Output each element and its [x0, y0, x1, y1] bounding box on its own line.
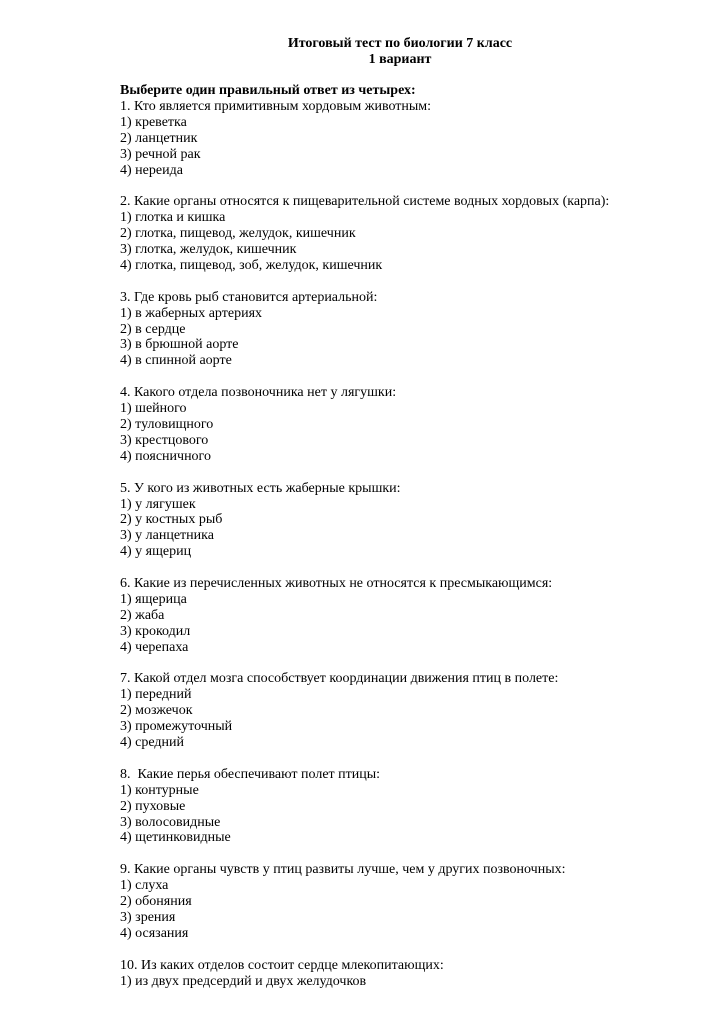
- instruction-text: Выберите один правильный ответ из четырех:: [120, 83, 416, 98]
- answer-option: 2) обоняния: [120, 894, 192, 910]
- answer-option: 4) в спинной аорте: [120, 353, 232, 369]
- answer-option: 1) в жаберных артериях: [120, 305, 263, 321]
- answer-option: 1) шейного: [120, 401, 187, 417]
- question-8: [120, 767, 680, 847]
- answer-option: 1) слуха: [120, 878, 169, 894]
- question-4: [120, 385, 680, 465]
- answer-option: 3) промежуточный: [120, 719, 233, 735]
- answer-option: 2) ланцетник: [120, 130, 198, 146]
- answer-option: 4) поясничного: [120, 448, 211, 464]
- answer-option: 4) у ящериц: [120, 544, 192, 560]
- answer-option: 3) крестцового: [120, 432, 209, 448]
- answer-option: 3) крокодил: [120, 623, 191, 639]
- question-10: [120, 958, 680, 990]
- question-text: 1. Кто является примитивным хордовым животным:: [120, 98, 432, 114]
- document-header: [250, 36, 550, 68]
- question-text: 8. Какие перья обеспечивают полет птицы:: [120, 766, 381, 782]
- question-2: [120, 194, 680, 274]
- answer-option: 1) глотка и кишка: [120, 210, 226, 226]
- question-text: 9. Какие органы чувств у птиц развиты лучше, чем у других позвоночных:: [120, 862, 566, 878]
- answer-option: 4) осязания: [120, 925, 189, 941]
- answer-option: 2) в сердце: [120, 321, 186, 337]
- answer-option: 1) креветка: [120, 114, 187, 130]
- answer-option: 4) средний: [120, 735, 185, 751]
- answer-option: 4) глотка, пищевод, зоб, желудок, кишечник: [120, 257, 383, 273]
- answer-option: 2) у костных рыб: [120, 512, 223, 528]
- answer-option: 3) у ланцетника: [120, 528, 214, 544]
- answer-option: 3) зрения: [120, 910, 176, 925]
- answer-option: 4) щетинковидные: [120, 830, 231, 846]
- question-1: [120, 99, 680, 179]
- answer-option: 1) ящерица: [120, 591, 187, 607]
- answer-option: 3) в брюшной аорте: [120, 337, 239, 353]
- answer-option: 2) мозжечок: [120, 703, 193, 719]
- answer-option: 1) контурные: [120, 782, 199, 798]
- question-text: 4. Какого отдела позвоночника нет у лягушки:: [120, 385, 397, 401]
- question-3: [120, 290, 680, 370]
- answer-option: 4) черепаха: [120, 639, 189, 655]
- answer-option: 2) пуховые: [120, 798, 186, 814]
- question-text: 6. Какие из перечисленных животных не относятся к пресмыкающимся:: [120, 576, 553, 592]
- question-9: [120, 862, 680, 942]
- question-5: [120, 481, 680, 561]
- answer-option: 2) глотка, пищевод, желудок, кишечник: [120, 226, 356, 242]
- question-text: 7. Какой отдел мозга способствует координации движения птиц в полете:: [120, 671, 559, 687]
- question-text: 2. Какие органы относятся к пищеварительной системе водных хордовых (карпа):: [120, 194, 610, 210]
- variant-label: 1 вариант: [368, 52, 432, 67]
- answer-option: 3) глотка, желудок, кишечник: [120, 242, 297, 258]
- question-7: [120, 671, 680, 751]
- answer-option: 1) у лягушек: [120, 496, 196, 512]
- answer-option: 2) туловищного: [120, 416, 214, 432]
- answer-option: 2) жаба: [120, 607, 165, 623]
- document-title: Итоговый тест по биологии 7 класс: [287, 36, 513, 51]
- question-text: 3. Где кровь рыб становится артериальной:: [120, 289, 378, 305]
- answer-option: 4) нереида: [120, 162, 183, 178]
- answer-option: 1) передний: [120, 687, 192, 703]
- answer-option: 1) из двух предсердий и двух желудочков: [120, 973, 367, 989]
- question-text: 10. Из каких отделов состоит сердце млекопитающих:: [120, 957, 444, 973]
- question-6: [120, 576, 680, 656]
- question-text: 5. У кого из животных есть жаберные крышки:: [120, 480, 401, 496]
- answer-option: 3) речной рак: [120, 146, 201, 162]
- test-content: [120, 83, 680, 1005]
- answer-option: 3) волосовидные: [120, 814, 221, 830]
